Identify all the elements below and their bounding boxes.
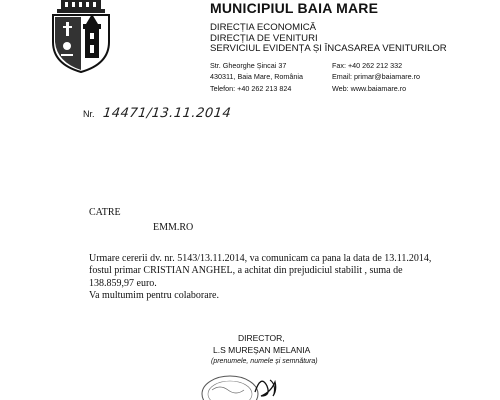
fax-line: Fax: +40 262 212 332 (332, 61, 403, 70)
email-line: Email: primar@baiamare.ro (332, 72, 420, 82)
address-line: Telefon: +40 262 213 824 (210, 83, 292, 93)
address-block (210, 60, 303, 94)
closing-line: Va multumim pentru colaborare. (89, 290, 219, 301)
signatory-name: L.S MUREȘAN MELANIA (213, 345, 311, 355)
contact-block (332, 60, 420, 94)
signatory-caption: (prenumele, numele și semnătura) (211, 358, 318, 365)
department-block (210, 23, 447, 55)
official-stamp-and-signature (200, 360, 320, 400)
body-line: 138.859,97 euro. (89, 278, 157, 289)
registration-number (83, 104, 231, 122)
registration-label: Nr. (83, 109, 95, 119)
registration-handwritten-number: 14471/13.11.2014 (102, 106, 232, 121)
recipient-name: EMM.RO (153, 222, 194, 233)
body-line: Urmare cererii dv. nr. 5143/13.11.2014, va comunicam ca pana la data de 13.11.2014, (89, 253, 432, 264)
body-line: fostul primar CRISTIAN ANGHEL, a achitat din prejudiciul stabilit , suma de (89, 265, 403, 276)
address-line: 430311, Baia Mare, România (210, 72, 303, 82)
department-line: DIRECȚIA DE VENITURI (210, 32, 318, 44)
web-line: Web: www.baiamare.ro (332, 83, 407, 93)
institution-title: MUNICIPIUL BAIA MARE (210, 0, 379, 16)
addressee-label: CATRE (89, 207, 121, 218)
department-line: DIRECȚIA ECONOMICĂ (210, 22, 317, 33)
department-line: SERVICIUL EVIDENȚA ȘI ÎNCASAREA VENITURILOR (210, 43, 447, 54)
address-line: Str. Gheorghe Șincai 37 (210, 61, 287, 70)
municipal-coat-of-arms-icon (35, 0, 127, 74)
signatory-title: DIRECTOR, (238, 333, 285, 343)
